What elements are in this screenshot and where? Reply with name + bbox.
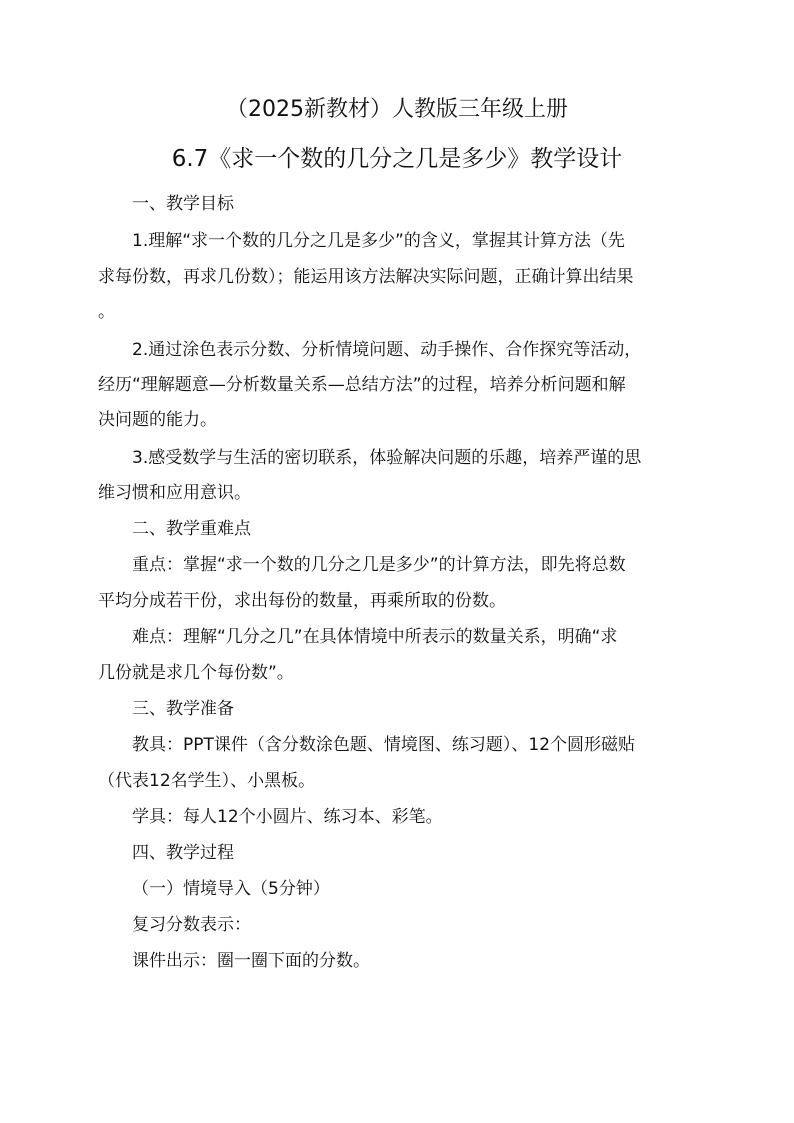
key-point-line2: 平均分成若干份，求出每份的数量，再乘所取的份数。 xyxy=(98,591,506,611)
review-text: 复习分数表示： xyxy=(132,915,251,935)
key-point-line1: 重点：掌握“求一个数的几分之几是多少”的计算方法，即先将总数 xyxy=(132,555,626,575)
goal2-line1: 2.通过涂色表示分数、分析情境问题、动手操作、合作探究等活动， xyxy=(132,340,642,360)
document-title-line1: （2025新教材）人教版三年级上册 xyxy=(226,97,568,122)
section4-heading: 四、教学过程 xyxy=(132,843,234,863)
document-title-line2: 6.7《求一个数的几分之几是多少》教学设计 xyxy=(171,146,623,172)
goal3-line2: 维习惯和应用意识。 xyxy=(98,483,251,503)
section3-heading: 三、教学准备 xyxy=(132,699,234,719)
teacher-tools-line2: （代表12名学生）、小黑板。 xyxy=(98,771,316,791)
courseware-text: 课件出示：圈一圈下面的分数。 xyxy=(132,951,370,971)
section2-heading: 二、教学重难点 xyxy=(132,519,251,539)
section1-heading: 一、教学目标 xyxy=(132,194,234,214)
teacher-tools-line1: 教具：PPT课件（含分数涂色题、情境图、练习题）、12个圆形磁贴 xyxy=(132,735,636,755)
goal3-line1: 3.感受数学与生活的密切联系，体验解决问题的乐趣，培养严谨的思 xyxy=(132,448,642,468)
difficulty-line2: 几份就是求几个每份数”。 xyxy=(98,663,294,683)
goal2-line3: 决问题的能力。 xyxy=(98,410,217,430)
goal2-line2: 经历“理解题意—分析数量关系—总结方法”的过程，培养分析问题和解 xyxy=(98,375,626,395)
difficulty-line1: 难点：理解“几分之几”在具体情境中所表示的数量关系，明确“求 xyxy=(132,627,618,647)
goal1-line2: 求每份数，再求几份数）；能运用该方法解决实际问题，正确计算出结果 xyxy=(98,267,634,287)
goal1-line1: 1.理解“求一个数的几分之几是多少”的含义，掌握其计算方法（先 xyxy=(132,231,625,251)
goal1-line3: 。 xyxy=(98,302,115,322)
student-tools-line1: 学具：每人12个小圆片、练习本、彩笔。 xyxy=(132,807,443,827)
section4-subheading: （一）情境导入（5分钟） xyxy=(132,879,330,899)
